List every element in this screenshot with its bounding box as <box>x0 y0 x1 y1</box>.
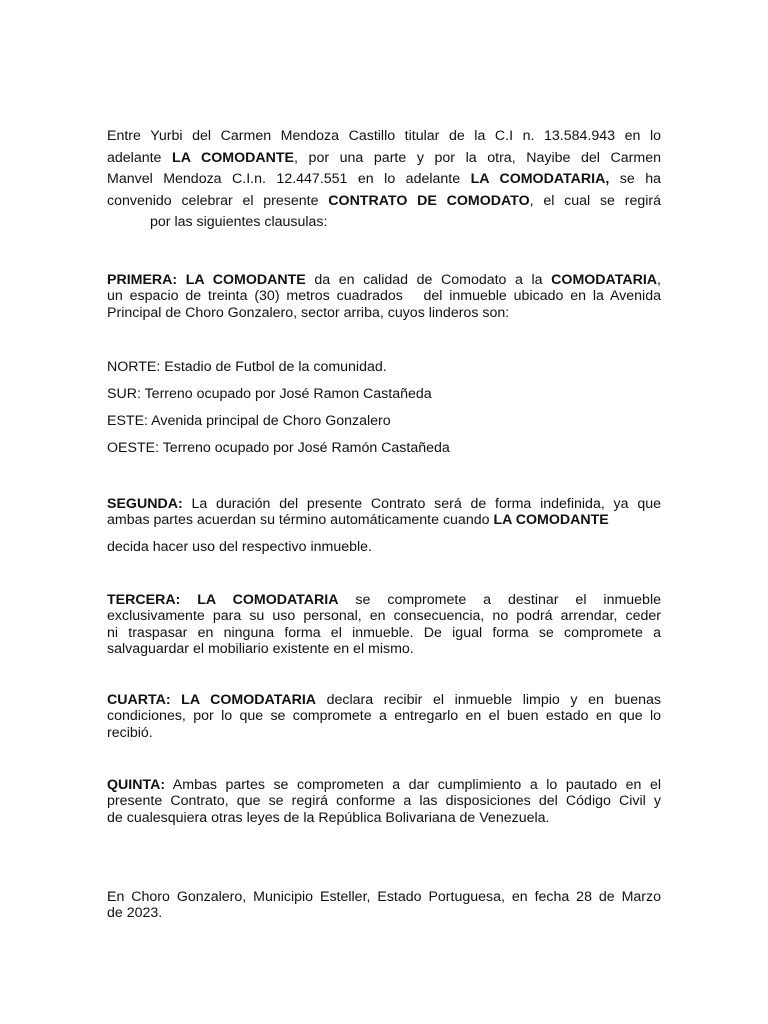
clause-cuarta: CUARTA: LA COMODATARIA declara recibir el inmueble limpio y en buenas condiciones, por lo que se compromete a entregarlo en el buen estado en que lo recibió. <box>107 692 661 741</box>
clause-segunda: SEGUNDA: La duración del presente Contrato será de forma indefinida, ya que ambas partes acuerdan su término automáticamente cuando LA COMODANTE <box>107 496 661 529</box>
clause-label: TERCERA: <box>107 592 181 608</box>
lindero-sur: SUR: Terreno ocupado por José Ramon Castañeda <box>107 386 432 402</box>
clause-tercera: TERCERA: LA COMODATARIA se compromete a destinar el inmueble exclusivamente para su uso personal, en consecuencia, no podrá arrendar, ceder ni traspasar en ninguna forma el inmueble. De igual forma se compromete a salvaguardar el mobiliario existente en el mismo. <box>107 592 661 657</box>
intro-line-1: Entre Yurbi del Carmen Mendoza Castillo titular de la C.I n. 13.584.943 en lo <box>107 128 661 144</box>
clause-segunda-continuation: decida hacer uso del respectivo inmueble. <box>107 539 372 555</box>
lindero-oeste: OESTE: Terreno ocupado por José Ramón Castañeda <box>107 440 450 456</box>
intro-line-5: por las siguientes clausulas: <box>150 214 328 230</box>
lindero-este: ESTE: Avenida principal de Choro Gonzalero <box>107 413 391 429</box>
intro-paragraph <box>107 126 661 234</box>
clause-primera: PRIMERA: LA COMODANTE da en calidad de Comodato a la COMODATARIA, un espacio de treinta (30) metros cuadrados del inmueble ubicado en la Avenida Principal de Choro Gonzalero, sector arriba, cuyos linderos son: <box>107 272 661 321</box>
contract-title: CONTRATO DE COMODATO <box>328 192 530 209</box>
intro-line-2: adelante LA COMODANTE, por una parte y por la otra, Nayibe del Carmen <box>107 149 661 166</box>
clause-label: PRIMERA: <box>107 272 178 288</box>
clause-label: SEGUNDA: <box>107 496 183 512</box>
clause-label: CUARTA: <box>107 692 171 708</box>
closing-paragraph: En Choro Gonzalero, Municipio Esteller, Estado Portuguesa, en fecha 28 de Marzo de 2023. <box>107 889 661 922</box>
clause-quinta: QUINTA: Ambas partes se comprometen a dar cumplimiento a lo pautado en el presente Contrato, que se regirá conforme a las disposiciones del Código Civil y de cualesquiera otras leyes de la República Bolivariana de Venezuela. <box>107 777 661 826</box>
comodataria-name: LA COMODATARIA, <box>470 171 610 187</box>
intro-line-4: convenido celebrar el presente CONTRATO DE COMODATO, el cual se regirá <box>107 192 661 209</box>
clause-label: QUINTA: <box>107 777 166 793</box>
lindero-norte: NORTE: Estadio de Futbol de la comunidad. <box>107 359 387 375</box>
comodante-name: LA COMODANTE <box>172 149 295 166</box>
intro-line-3: Manvel Mendoza C.I.n. 12.447.551 en lo adelante LA COMODATARIA, se ha <box>107 171 661 187</box>
